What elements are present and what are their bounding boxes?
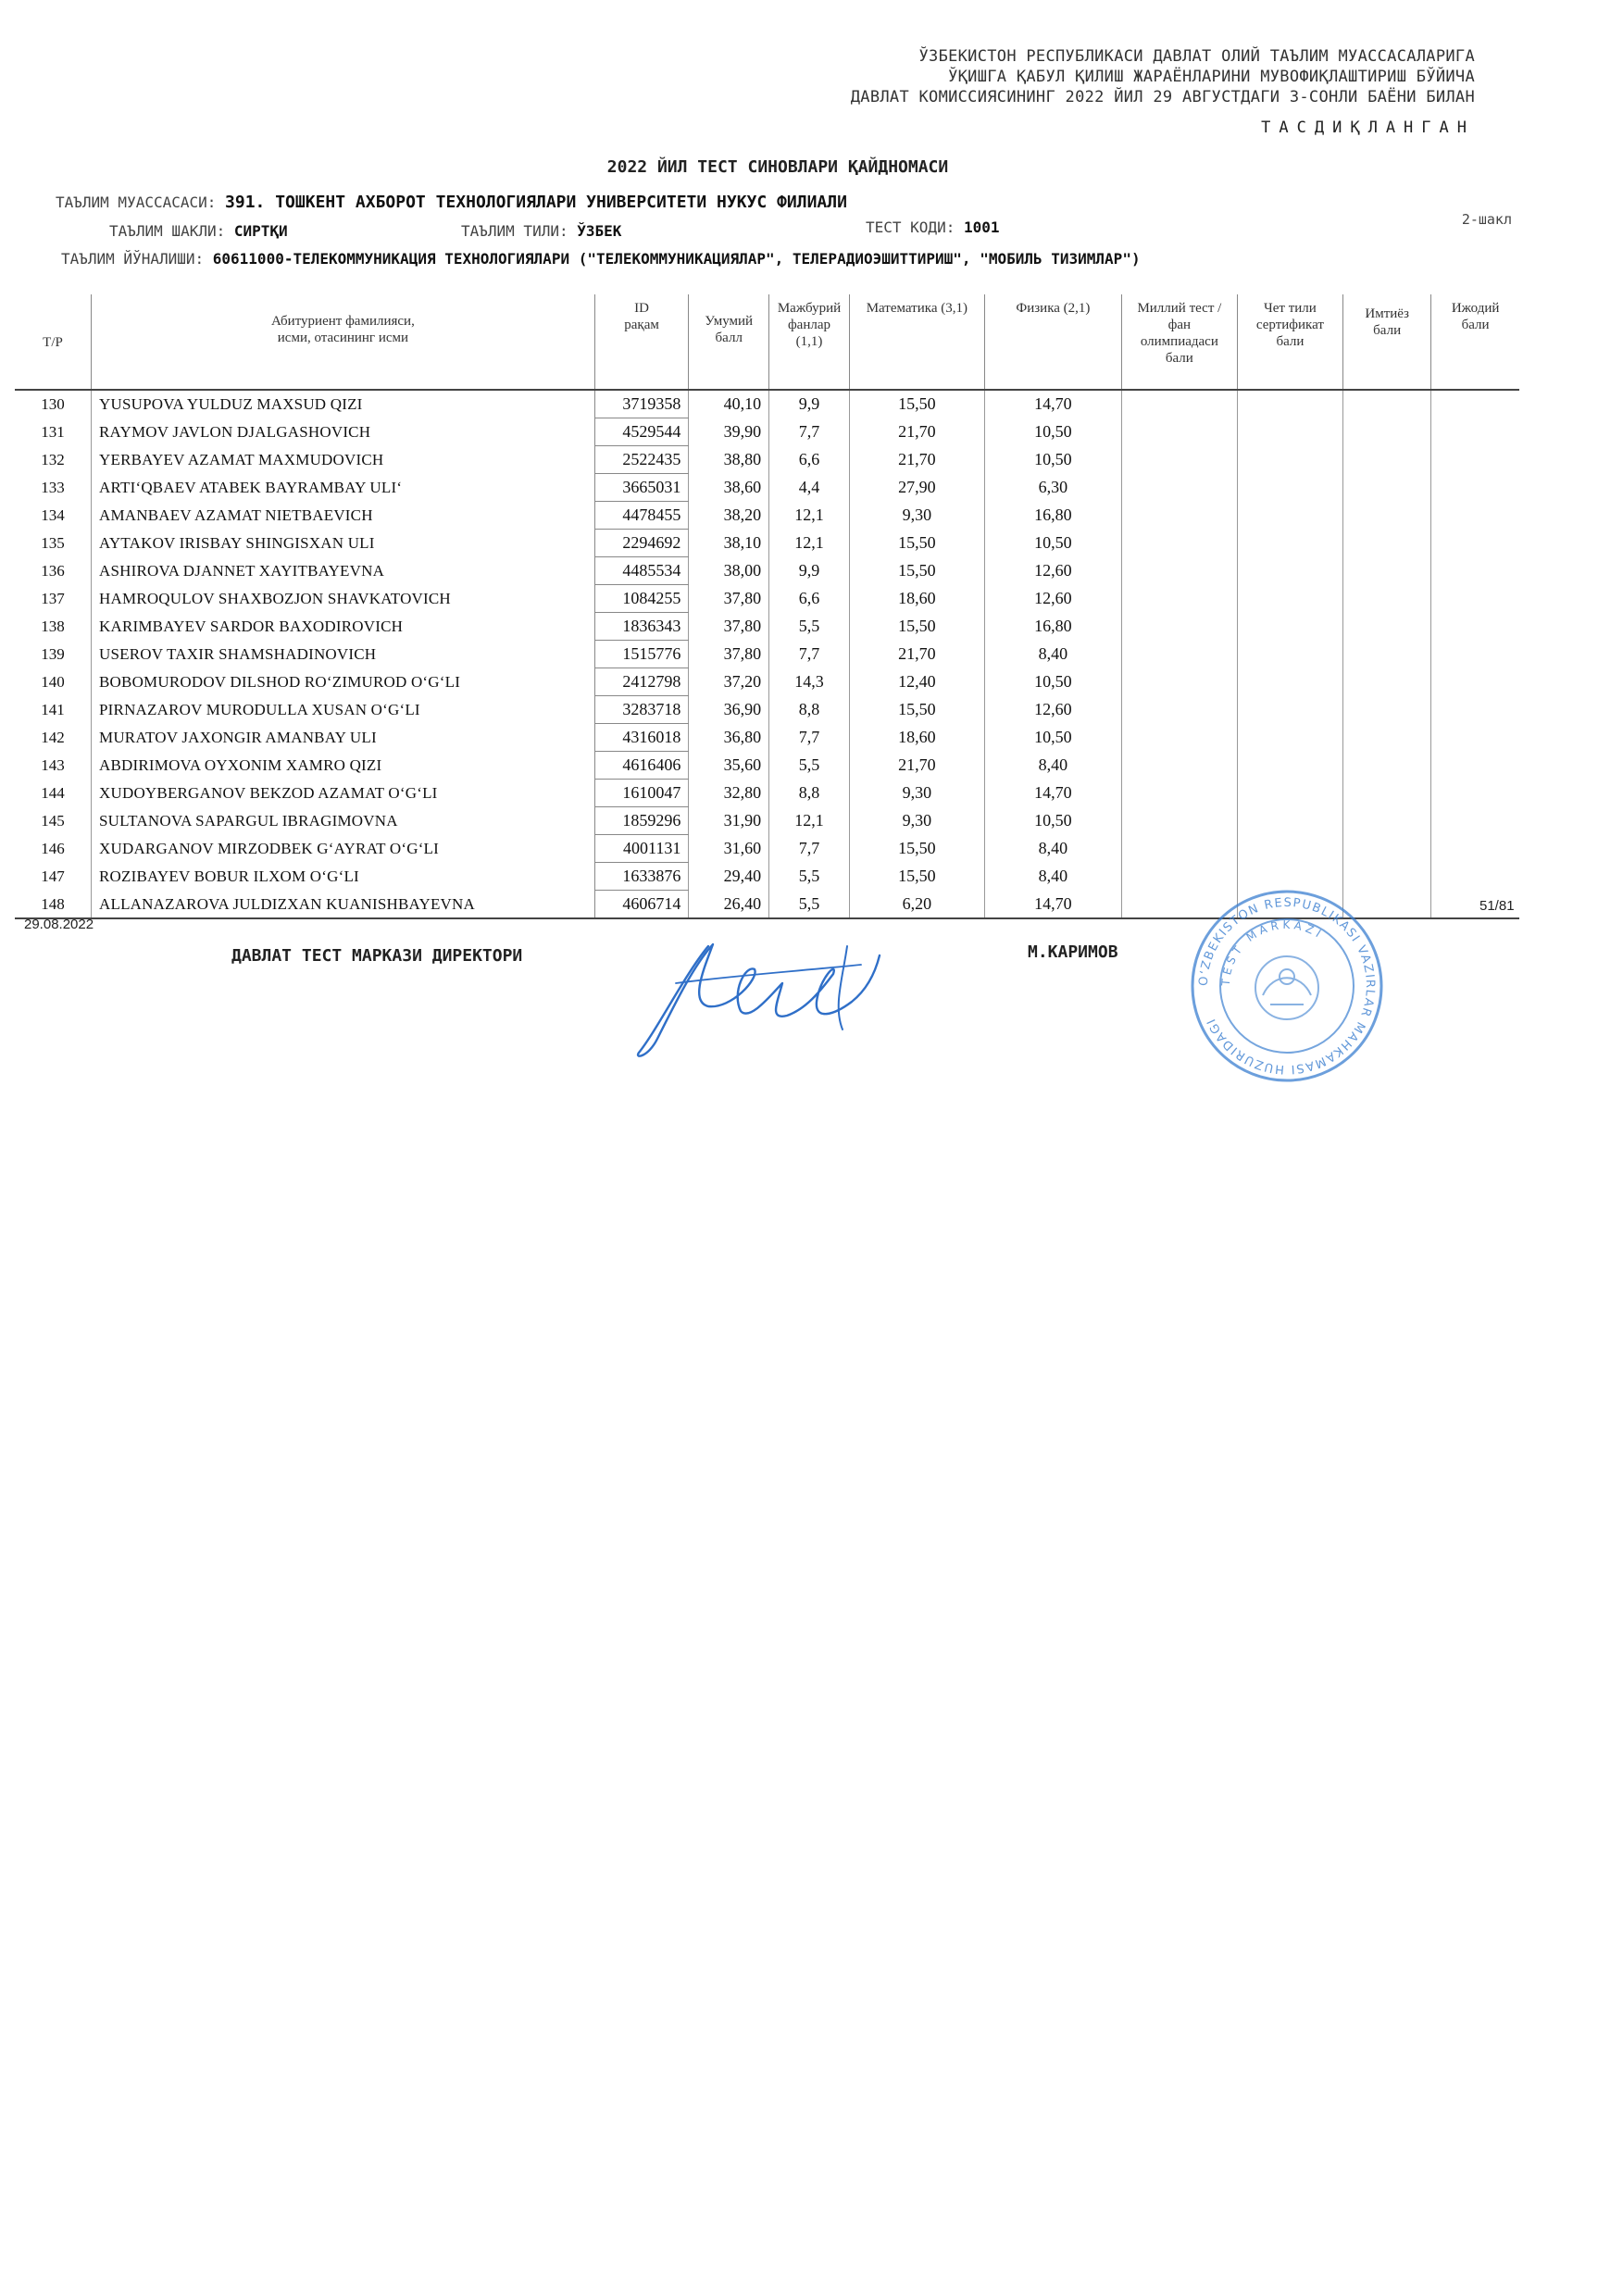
math-score: 21,70 <box>849 752 984 780</box>
table-row <box>15 835 1519 863</box>
table-row <box>15 446 1519 474</box>
math-score: 15,50 <box>849 696 984 724</box>
col-name-line-2: исми, отасининг исми <box>277 331 409 345</box>
privilege-score <box>1343 390 1431 418</box>
physics-score: 14,70 <box>984 891 1121 919</box>
applicant-name: USEROV TAXIR SHAMSHADINOVICH <box>92 641 595 668</box>
results-table <box>15 294 1519 919</box>
applicant-id: 4485534 <box>594 557 689 585</box>
mandatory-score: 9,9 <box>769 390 850 418</box>
foreign-language-score <box>1237 446 1342 474</box>
total-score: 36,90 <box>689 696 769 724</box>
math-score: 21,70 <box>849 446 984 474</box>
applicant-id: 4606714 <box>594 891 689 919</box>
applicant-id: 1084255 <box>594 585 689 613</box>
physics-score: 8,40 <box>984 863 1121 891</box>
row-number: 148 <box>15 891 92 919</box>
applicant-name: ABDIRIMOVA OYXONIM XAMRO QIZI <box>92 752 595 780</box>
applicant-id: 3665031 <box>594 474 689 502</box>
total-score: 40,10 <box>689 390 769 418</box>
col-foreign <box>1237 294 1342 390</box>
total-score: 38,20 <box>689 502 769 530</box>
total-score: 38,10 <box>689 530 769 557</box>
col-creative <box>1431 294 1519 390</box>
national-test-score <box>1121 641 1237 668</box>
applicant-id: 4616406 <box>594 752 689 780</box>
form-value: СИРТҚИ <box>233 222 288 240</box>
stamp-outer-text: O‘ZBEKISTON RESPUBLIKASI VAZIRLAR MAHKAMASI HUZURIDAGI <box>1196 895 1378 1077</box>
national-test-score <box>1121 613 1237 641</box>
physics-score: 8,40 <box>984 835 1121 863</box>
applicant-name: XUDARGANOV MIRZODBEK G‘AYRAT O‘G‘LI <box>92 835 595 863</box>
table-row <box>15 418 1519 446</box>
national-test-score <box>1121 807 1237 835</box>
mandatory-score: 8,8 <box>769 696 850 724</box>
physics-score: 8,40 <box>984 752 1121 780</box>
creative-score <box>1431 863 1519 891</box>
privilege-score <box>1343 418 1431 446</box>
col-id <box>594 294 689 390</box>
foreign-language-score <box>1237 668 1342 696</box>
test-code-label: ТЕСТ КОДИ: <box>866 218 955 236</box>
foreign-language-score <box>1237 807 1342 835</box>
table-row <box>15 585 1519 613</box>
creative-score <box>1431 474 1519 502</box>
mandatory-score: 5,5 <box>769 891 850 919</box>
national-test-score <box>1121 418 1237 446</box>
col-mandatory-line-2: фанлар <box>787 318 831 332</box>
col-no: Т/Р <box>15 294 92 390</box>
national-test-score <box>1121 557 1237 585</box>
col-name <box>92 294 595 390</box>
physics-score: 10,50 <box>984 446 1121 474</box>
math-score: 9,30 <box>849 502 984 530</box>
physics-score: 14,70 <box>984 780 1121 807</box>
mandatory-score: 9,9 <box>769 557 850 585</box>
table-row <box>15 390 1519 418</box>
col-id-line-1: ID <box>634 301 649 316</box>
applicant-id: 2294692 <box>594 530 689 557</box>
row-number: 140 <box>41 673 65 691</box>
col-national <box>1121 294 1237 390</box>
creative-score <box>1431 724 1519 752</box>
national-test-score <box>1121 752 1237 780</box>
table-row <box>15 474 1519 502</box>
creative-score <box>1431 641 1519 668</box>
applicant-id: 3283718 <box>594 696 689 724</box>
page-number: 51/81 <box>1479 898 1515 914</box>
table-row <box>15 557 1519 585</box>
creative-score <box>1431 390 1519 418</box>
approved-label: ТАСДИҚЛАНГАН <box>1261 119 1475 137</box>
math-score: 27,90 <box>849 474 984 502</box>
row-number: 143 <box>41 756 65 774</box>
table-row <box>15 780 1519 807</box>
applicant-name: YERBAYEV AZAMAT MAXMUDOVICH <box>92 446 595 474</box>
foreign-language-score <box>1237 530 1342 557</box>
creative-score <box>1431 502 1519 530</box>
row-number: 138 <box>41 618 65 635</box>
row-number: 137 <box>41 590 65 607</box>
col-national-line-2: фан <box>1167 318 1192 332</box>
row-number: 133 <box>41 479 65 496</box>
total-score: 31,90 <box>689 807 769 835</box>
national-test-score <box>1121 390 1237 418</box>
foreign-language-score <box>1237 724 1342 752</box>
col-national-line-3: олимпиадаси <box>1140 334 1218 349</box>
approval-line-2: ЎҚИШГА ҚАБУЛ ҚИЛИШ ЖАРАЁНЛАРИНИ МУВОФИҚЛАШТИРИШ БЎЙИЧА <box>948 68 1475 86</box>
creative-score <box>1431 752 1519 780</box>
col-foreign-line-3: бали <box>1276 334 1305 349</box>
foreign-language-score <box>1237 641 1342 668</box>
test-code-value: 1001 <box>963 218 1000 236</box>
privilege-score <box>1343 557 1431 585</box>
applicant-name: SULTANOVA SAPARGUL IBRAGIMOVNA <box>92 807 595 835</box>
applicant-name: ROZIBAYEV BOBUR ILXOM O‘G‘LI <box>92 863 595 891</box>
applicant-name: KARIMBAYEV SARDOR BAXODIROVICH <box>92 613 595 641</box>
applicant-id: 3719358 <box>594 390 689 418</box>
creative-score <box>1431 807 1519 835</box>
table-row <box>15 724 1519 752</box>
mandatory-score: 5,5 <box>769 613 850 641</box>
total-score: 32,80 <box>689 780 769 807</box>
creative-score <box>1431 780 1519 807</box>
creative-score <box>1431 530 1519 557</box>
physics-score: 10,50 <box>984 724 1121 752</box>
institution-label: ТАЪЛИМ МУАССАСАСИ: <box>56 193 217 211</box>
privilege-score <box>1343 530 1431 557</box>
math-score: 21,70 <box>849 418 984 446</box>
mandatory-score: 5,5 <box>769 863 850 891</box>
total-score: 35,60 <box>689 752 769 780</box>
foreign-language-score <box>1237 835 1342 863</box>
director-name: М.КАРИМОВ <box>1028 942 1118 962</box>
physics-score: 8,40 <box>984 641 1121 668</box>
stamp-emblem-icon <box>1255 956 1318 1019</box>
math-score: 15,50 <box>849 530 984 557</box>
row-number: 147 <box>41 867 65 885</box>
director-signature <box>620 928 898 1067</box>
physics-score: 12,60 <box>984 585 1121 613</box>
table-header-row <box>15 294 1519 390</box>
privilege-score <box>1343 641 1431 668</box>
applicant-name: PIRNAZAROV MURODULLA XUSAN O‘G‘LI <box>92 696 595 724</box>
math-score: 12,40 <box>849 668 984 696</box>
col-math: Математика (3,1) <box>849 294 984 390</box>
math-score: 6,20 <box>849 891 984 919</box>
col-national-line-1: Миллий тест / <box>1137 301 1222 316</box>
physics-score: 14,70 <box>984 390 1121 418</box>
direction-label: ТАЪЛИМ ЙЎНАЛИШИ: <box>61 250 205 268</box>
direction-row <box>61 250 1141 268</box>
mandatory-score: 12,1 <box>769 807 850 835</box>
physics-score: 10,50 <box>984 668 1121 696</box>
col-total-line-1: Умумий <box>705 314 754 329</box>
math-score: 15,50 <box>849 390 984 418</box>
math-score: 9,30 <box>849 807 984 835</box>
col-foreign-line-2: сертификат <box>1255 318 1324 332</box>
applicant-id: 4001131 <box>594 835 689 863</box>
foreign-language-score <box>1237 557 1342 585</box>
language-label: ТАЪЛИМ ТИЛИ: <box>461 222 568 240</box>
total-score: 37,80 <box>689 585 769 613</box>
applicant-id: 1836343 <box>594 613 689 641</box>
physics-score: 10,50 <box>984 418 1121 446</box>
table-row <box>15 807 1519 835</box>
document-title: 2022 ЙИЛ ТЕСТ СИНОВЛАРИ ҚАЙДНОМАСИ <box>606 157 949 177</box>
col-creative-line-1: Ижодий <box>1451 301 1500 316</box>
national-test-score <box>1121 585 1237 613</box>
total-score: 26,40 <box>689 891 769 919</box>
math-score: 15,50 <box>849 835 984 863</box>
total-score: 37,80 <box>689 613 769 641</box>
physics-score: 10,50 <box>984 807 1121 835</box>
mandatory-score: 6,6 <box>769 585 850 613</box>
col-privilege-line-2: бали <box>1373 323 1402 338</box>
national-test-score <box>1121 474 1237 502</box>
mandatory-score: 7,7 <box>769 418 850 446</box>
foreign-language-score <box>1237 502 1342 530</box>
col-privilege <box>1343 294 1431 390</box>
applicant-id: 1633876 <box>594 863 689 891</box>
math-score: 15,50 <box>849 863 984 891</box>
national-test-score <box>1121 446 1237 474</box>
national-test-score <box>1121 668 1237 696</box>
institution-row <box>56 193 847 212</box>
foreign-language-score <box>1237 696 1342 724</box>
applicant-name: XUDOYBERGANOV BEKZOD AZAMAT O‘G‘LI <box>92 780 595 807</box>
total-score: 38,80 <box>689 446 769 474</box>
math-score: 15,50 <box>849 557 984 585</box>
creative-score <box>1431 557 1519 585</box>
table-row <box>15 613 1519 641</box>
privilege-score <box>1343 613 1431 641</box>
applicant-name: ASHIROVA DJANNET XAYITBAYEVNA <box>92 557 595 585</box>
creative-score <box>1431 446 1519 474</box>
mandatory-score: 5,5 <box>769 752 850 780</box>
national-test-score <box>1121 502 1237 530</box>
approval-block <box>851 46 1475 107</box>
mandatory-score: 14,3 <box>769 668 850 696</box>
row-number: 135 <box>41 534 65 552</box>
applicant-name: RAYMOV JAVLON DJALGASHOVICH <box>92 418 595 446</box>
table-row <box>15 668 1519 696</box>
mandatory-score: 4,4 <box>769 474 850 502</box>
table-row <box>15 696 1519 724</box>
applicant-name: YUSUPOVA YULDUZ MAXSUD QIZI <box>92 390 595 418</box>
table-row <box>15 752 1519 780</box>
privilege-score <box>1343 780 1431 807</box>
math-score: 18,60 <box>849 585 984 613</box>
foreign-language-score <box>1237 613 1342 641</box>
col-total-line-2: балл <box>715 331 743 345</box>
creative-score <box>1431 835 1519 863</box>
row-number: 134 <box>41 506 65 524</box>
applicant-id: 1859296 <box>594 807 689 835</box>
col-total <box>689 294 769 390</box>
applicant-name: ARTI‘QBAEV ATABEK BAYRAMBAY ULI‘ <box>92 474 595 502</box>
privilege-score <box>1343 668 1431 696</box>
row-number: 132 <box>41 451 65 468</box>
col-id-line-2: рақам <box>624 318 659 332</box>
math-score: 21,70 <box>849 641 984 668</box>
table-row <box>15 502 1519 530</box>
national-test-score <box>1121 780 1237 807</box>
institution-value: 391. ТОШКЕНТ АХБОРОТ ТЕХНОЛОГИЯЛАРИ УНИВЕРСИТЕТИ НУКУС ФИЛИАЛИ <box>225 193 847 212</box>
privilege-score <box>1343 807 1431 835</box>
col-creative-line-2: бали <box>1461 318 1490 332</box>
language-value: ЎЗБЕК <box>577 222 622 240</box>
row-number: 136 <box>41 562 65 580</box>
director-title: ДАВЛАТ ТЕСТ МАРКАЗИ ДИРЕКТОРИ <box>231 946 523 966</box>
stamp-inner-text: TEST MARKAZI <box>1218 917 1327 987</box>
foreign-language-score <box>1237 474 1342 502</box>
foreign-language-score <box>1237 752 1342 780</box>
total-score: 36,80 <box>689 724 769 752</box>
print-date: 29.08.2022 <box>24 917 94 932</box>
applicant-id: 4529544 <box>594 418 689 446</box>
applicant-name: HAMROQULOV SHAXBOZJON SHAVKATOVICH <box>92 585 595 613</box>
mandatory-score: 6,6 <box>769 446 850 474</box>
row-number: 141 <box>41 701 65 718</box>
mandatory-score: 7,7 <box>769 724 850 752</box>
total-score: 39,90 <box>689 418 769 446</box>
table-row <box>15 530 1519 557</box>
language-row <box>461 222 621 240</box>
row-number: 131 <box>41 423 65 441</box>
mandatory-score: 7,7 <box>769 835 850 863</box>
direction-value: 60611000-ТЕЛЕКОММУНИКАЦИЯ ТЕХНОЛОГИЯЛАРИ ("ТЕЛЕКОММУНИКАЦИЯЛАР", ТЕЛЕРАДИОЭШИТТИРИШ", "МОБИЛЬ ТИЗИМЛАР") <box>212 250 1141 268</box>
form-number: 2-шакл <box>1461 211 1512 228</box>
test-code-row <box>866 218 1000 236</box>
mandatory-score: 8,8 <box>769 780 850 807</box>
creative-score <box>1431 418 1519 446</box>
applicant-name: AMANBAEV AZAMAT NIETBAEVICH <box>92 502 595 530</box>
mandatory-score: 7,7 <box>769 641 850 668</box>
physics-score: 12,60 <box>984 557 1121 585</box>
privilege-score <box>1343 502 1431 530</box>
creative-score <box>1431 585 1519 613</box>
foreign-language-score <box>1237 780 1342 807</box>
total-score: 31,60 <box>689 835 769 863</box>
physics-score: 6,30 <box>984 474 1121 502</box>
privilege-score <box>1343 474 1431 502</box>
national-test-score <box>1121 724 1237 752</box>
applicant-name: ALLANAZAROVA JULDIZXAN KUANISHBAYEVNA <box>92 891 595 919</box>
applicant-id: 2412798 <box>594 668 689 696</box>
privilege-score <box>1343 585 1431 613</box>
total-score: 37,20 <box>689 668 769 696</box>
privilege-score <box>1343 696 1431 724</box>
approval-line-1: ЎЗБЕКИСТОН РЕСПУБЛИКАСИ ДАВЛАТ ОЛИЙ ТАЪЛИМ МУАССАСАЛАРИГА <box>918 47 1475 66</box>
creative-score <box>1431 668 1519 696</box>
physics-score: 12,60 <box>984 696 1121 724</box>
total-score: 38,00 <box>689 557 769 585</box>
applicant-name: MURATOV JAXONGIR AMANBAY ULI <box>92 724 595 752</box>
applicant-id: 1610047 <box>594 780 689 807</box>
col-mandatory <box>769 294 850 390</box>
creative-score <box>1431 696 1519 724</box>
applicant-id: 4316018 <box>594 724 689 752</box>
form-row <box>109 222 288 240</box>
row-number: 145 <box>41 812 65 830</box>
col-mandatory-line-1: Мажбурий <box>777 301 842 316</box>
applicant-id: 4478455 <box>594 502 689 530</box>
national-test-score <box>1121 835 1237 863</box>
math-score: 15,50 <box>849 613 984 641</box>
row-number: 144 <box>41 784 65 802</box>
col-national-line-4: бали <box>1165 351 1193 366</box>
col-physics: Физика (2,1) <box>984 294 1121 390</box>
national-test-score <box>1121 696 1237 724</box>
physics-score: 16,80 <box>984 613 1121 641</box>
row-number: 130 <box>41 395 65 414</box>
privilege-score <box>1343 752 1431 780</box>
creative-score <box>1431 613 1519 641</box>
privilege-score <box>1343 724 1431 752</box>
foreign-language-score <box>1237 418 1342 446</box>
foreign-language-score <box>1237 390 1342 418</box>
total-score: 29,40 <box>689 863 769 891</box>
applicant-name: AYTAKOV IRISBAY SHINGISXAN ULI <box>92 530 595 557</box>
form-label: ТАЪЛИМ ШАКЛИ: <box>109 222 226 240</box>
privilege-score <box>1343 446 1431 474</box>
col-name-line-1: Абитуриент фамилияси, <box>270 314 415 329</box>
row-number: 146 <box>41 840 65 857</box>
col-foreign-line-1: Чет тили <box>1264 301 1317 316</box>
national-test-score <box>1121 530 1237 557</box>
row-number: 139 <box>41 645 65 663</box>
physics-score: 16,80 <box>984 502 1121 530</box>
mandatory-score: 12,1 <box>769 530 850 557</box>
foreign-language-score <box>1237 585 1342 613</box>
col-mandatory-line-3: (1,1) <box>795 334 823 349</box>
total-score: 38,60 <box>689 474 769 502</box>
row-number: 142 <box>41 729 65 746</box>
total-score: 37,80 <box>689 641 769 668</box>
math-score: 18,60 <box>849 724 984 752</box>
physics-score: 10,50 <box>984 530 1121 557</box>
applicant-id: 2522435 <box>594 446 689 474</box>
privilege-score <box>1343 835 1431 863</box>
table-row <box>15 641 1519 668</box>
applicant-name: BOBOMURODOV DILSHOD RO‘ZIMUROD O‘G‘LI <box>92 668 595 696</box>
mandatory-score: 12,1 <box>769 502 850 530</box>
applicant-id: 1515776 <box>594 641 689 668</box>
approval-line-3: ДАВЛАТ КОМИССИЯСИНИНГ 2022 ЙИЛ 29 АВГУСТДАГИ 3-СОНЛИ БАЁНИ БИЛАН <box>850 88 1475 106</box>
math-score: 9,30 <box>849 780 984 807</box>
official-stamp <box>1185 884 1389 1088</box>
col-privilege-line-1: Имтиёз <box>1365 306 1409 321</box>
table-body <box>15 390 1519 918</box>
